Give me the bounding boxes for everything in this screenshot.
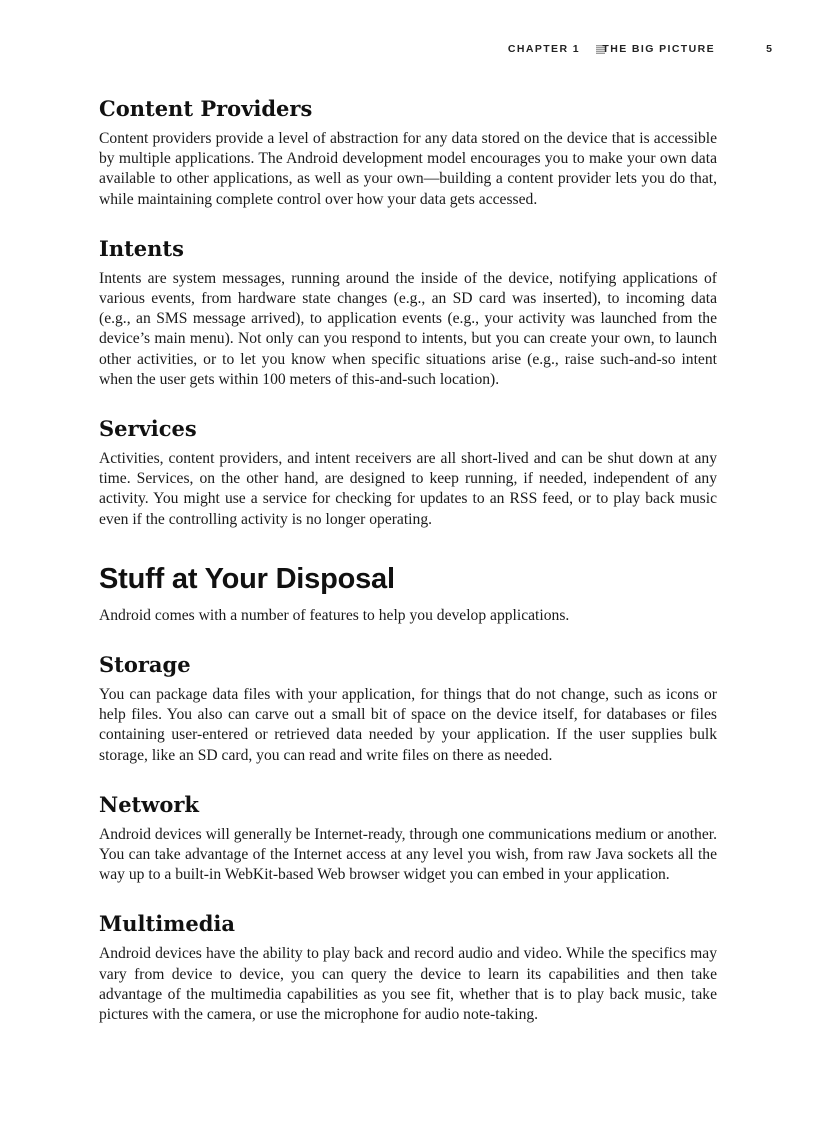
section-paragraph: Android devices will generally be Internet-ready, through one communications medium or another. You can take advantage of the Internet access at any level you wish, from raw Java sockets all the way up to a built-in WebKit-based Web browser widget you can embed in your application. (99, 825, 717, 884)
section-heading: Intents (99, 235, 184, 261)
chapter-title: THE BIG PICTURE (602, 43, 715, 55)
chapter-section-heading: Stuff at Your Disposal (99, 562, 395, 595)
page-number: 5 (766, 43, 772, 55)
section-content-providers (99, 96, 717, 210)
section-paragraph: Content providers provide a level of abstraction for any data stored on the device that is accessible by multiple applications. The Android development model encourages you to make your own data available to other applications, as well as your own—building a content provider lets you do that, while maintaining complete control over how your data gets accessed. (99, 130, 717, 208)
section-heading: Content Providers (99, 96, 313, 121)
section-heading: Services (99, 416, 197, 442)
section-network (99, 792, 717, 886)
section-intents (99, 236, 717, 390)
running-head (0, 43, 816, 57)
page-content (99, 96, 717, 1025)
section-storage (99, 652, 717, 766)
section-paragraph: Android devices have the ability to play back and record audio and video. While the specifics may vary from device to device, you can query the device to learn its capabilities and then take advantage of the multimedia capabilities as you see fit, whether that is to play back music, take pictures with the camera, or use the microphone for audio note-taking. (99, 945, 717, 1024)
section-heading: Multimedia (99, 911, 236, 937)
section-services (99, 416, 717, 530)
section-paragraph: Android comes with a number of features to help you develop applications. (99, 606, 570, 624)
section-heading: Storage (99, 652, 191, 678)
section-stuff-at-your-disposal (99, 562, 717, 626)
section-heading: Network (99, 791, 199, 817)
section-paragraph: Activities, content providers, and intent receivers are all short-lived and can be shut down at any time. Services, on the other hand, are designed to keep running, if needed, independent of any activity. You might use a service for checking for updates to an RSS feed, or to play back music even if the controlling activity is no longer operating. (99, 450, 717, 528)
section-multimedia (99, 911, 717, 1025)
section-paragraph: You can package data files with your application, for things that do not change, such as icons or help files. You also can carve out a small bit of space on the device itself, for databases or files containing user-entered or retrieved data needed by your application. If the user supplies bulk storage, like an SD card, you can read and write files on there as needed. (99, 686, 717, 764)
chapter-label: CHAPTER 1 (507, 43, 580, 55)
section-paragraph: Intents are system messages, running around the inside of the device, notifying applications of various events, from hardware state changes (e.g., an SD card was inserted), to incoming data (e.g., an SMS message arrived), to application events (e.g., your activity was launched from the device’s main menu). Not only can you respond to intents, but you can create your own, to launch other activities, or to let you know when specific situations arise (e.g., raise such-and-so intent when the user gets within 100 meters of this-and-such location). (99, 269, 717, 388)
